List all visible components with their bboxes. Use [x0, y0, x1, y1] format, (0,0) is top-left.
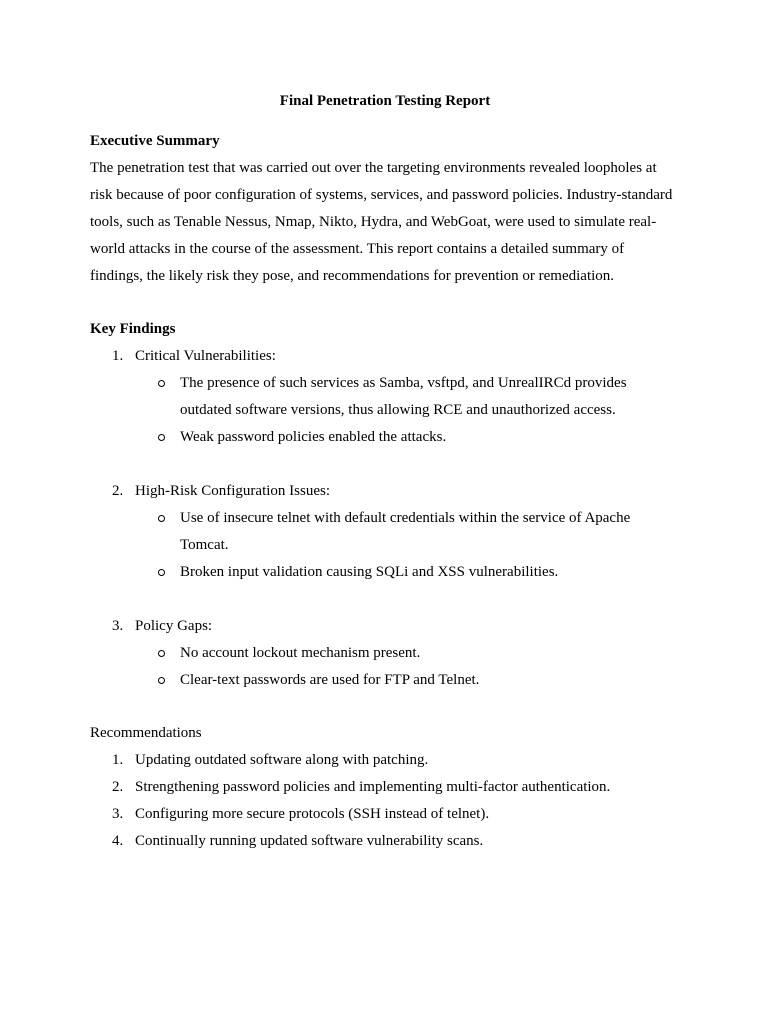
summary-line: findings, the likely risk they pose, and recommendations for prevention or remediation. [90, 268, 615, 284]
bullet-line: Broken input validation causing SQLi and XSS vulnerabilities. [180, 564, 559, 580]
executive-summary-paragraph [90, 155, 680, 290]
key-findings-list [90, 343, 680, 694]
recommendation-text: Continually running updated software vulnerability scans. [135, 833, 484, 849]
recommendation-item [90, 801, 680, 828]
recommendations-heading: Recommendations [90, 725, 202, 741]
bullet-line: Weak password policies enabled the attacks. [180, 429, 447, 445]
recommendation-item [90, 828, 680, 855]
recommendation-number: 1. [112, 752, 124, 768]
finding-item [90, 478, 680, 586]
hollow-circle-bullet-icon [158, 677, 165, 684]
executive-summary-heading: Executive Summary [90, 133, 220, 149]
finding-item [90, 613, 680, 694]
summary-line: world attacks in the course of the assessment. This report contains a detailed summary of [90, 241, 625, 257]
bullet-line: Tomcat. [180, 537, 229, 553]
finding-bullets [90, 370, 680, 451]
finding-item [90, 343, 680, 451]
finding-label: Critical Vulnerabilities: [135, 348, 276, 364]
finding-label: High-Risk Configuration Issues: [135, 483, 330, 499]
bullet-line: Use of insecure telnet with default credentials within the service of Apache [180, 510, 631, 526]
recommendation-number: 2. [112, 779, 124, 795]
hollow-circle-bullet-icon [158, 569, 165, 576]
summary-line: The penetration test that was carried out over the targeting environments revealed loopholes at [90, 160, 657, 176]
document-title: Final Penetration Testing Report [279, 93, 491, 109]
finding-bullet [90, 424, 640, 451]
finding-number: 2. [112, 483, 124, 499]
recommendation-text: Strengthening password policies and implementing multi-factor authentication. [135, 779, 611, 795]
bullet-line: Clear-text passwords are used for FTP and Telnet. [180, 672, 480, 688]
finding-bullet [90, 370, 640, 424]
recommendation-item [90, 774, 680, 801]
finding-bullets [90, 640, 680, 694]
hollow-circle-bullet-icon [158, 650, 165, 657]
bullet-line: The presence of such services as Samba, vsftpd, and UnrealIRCd provides [180, 375, 627, 391]
finding-number: 1. [112, 348, 124, 364]
hollow-circle-bullet-icon [158, 380, 165, 387]
hollow-circle-bullet-icon [158, 434, 165, 441]
summary-line: risk because of poor configuration of systems, services, and password policies. Industry-standard [90, 187, 673, 203]
finding-bullet [90, 640, 640, 667]
recommendations-list [90, 747, 680, 855]
recommendation-number: 3. [112, 806, 124, 822]
finding-bullet [90, 559, 640, 586]
summary-line: tools, such as Tenable Nessus, Nmap, Nikto, Hydra, and WebGoat, were used to simulate real- [90, 214, 657, 230]
recommendation-text: Configuring more secure protocols (SSH instead of telnet). [135, 806, 490, 822]
finding-bullets [90, 505, 680, 586]
hollow-circle-bullet-icon [158, 515, 165, 522]
recommendation-item [90, 747, 680, 774]
key-findings-heading: Key Findings [90, 321, 176, 337]
bullet-line: outdated software versions, thus allowing RCE and unauthorized access. [180, 402, 616, 418]
finding-number: 3. [112, 618, 124, 634]
document-page [90, 88, 680, 855]
bullet-line: No account lockout mechanism present. [180, 645, 421, 661]
recommendation-number: 4. [112, 833, 124, 849]
recommendation-text: Updating outdated software along with patching. [135, 752, 429, 768]
finding-bullet [90, 667, 640, 694]
finding-bullet [90, 505, 640, 559]
finding-label: Policy Gaps: [135, 618, 213, 634]
